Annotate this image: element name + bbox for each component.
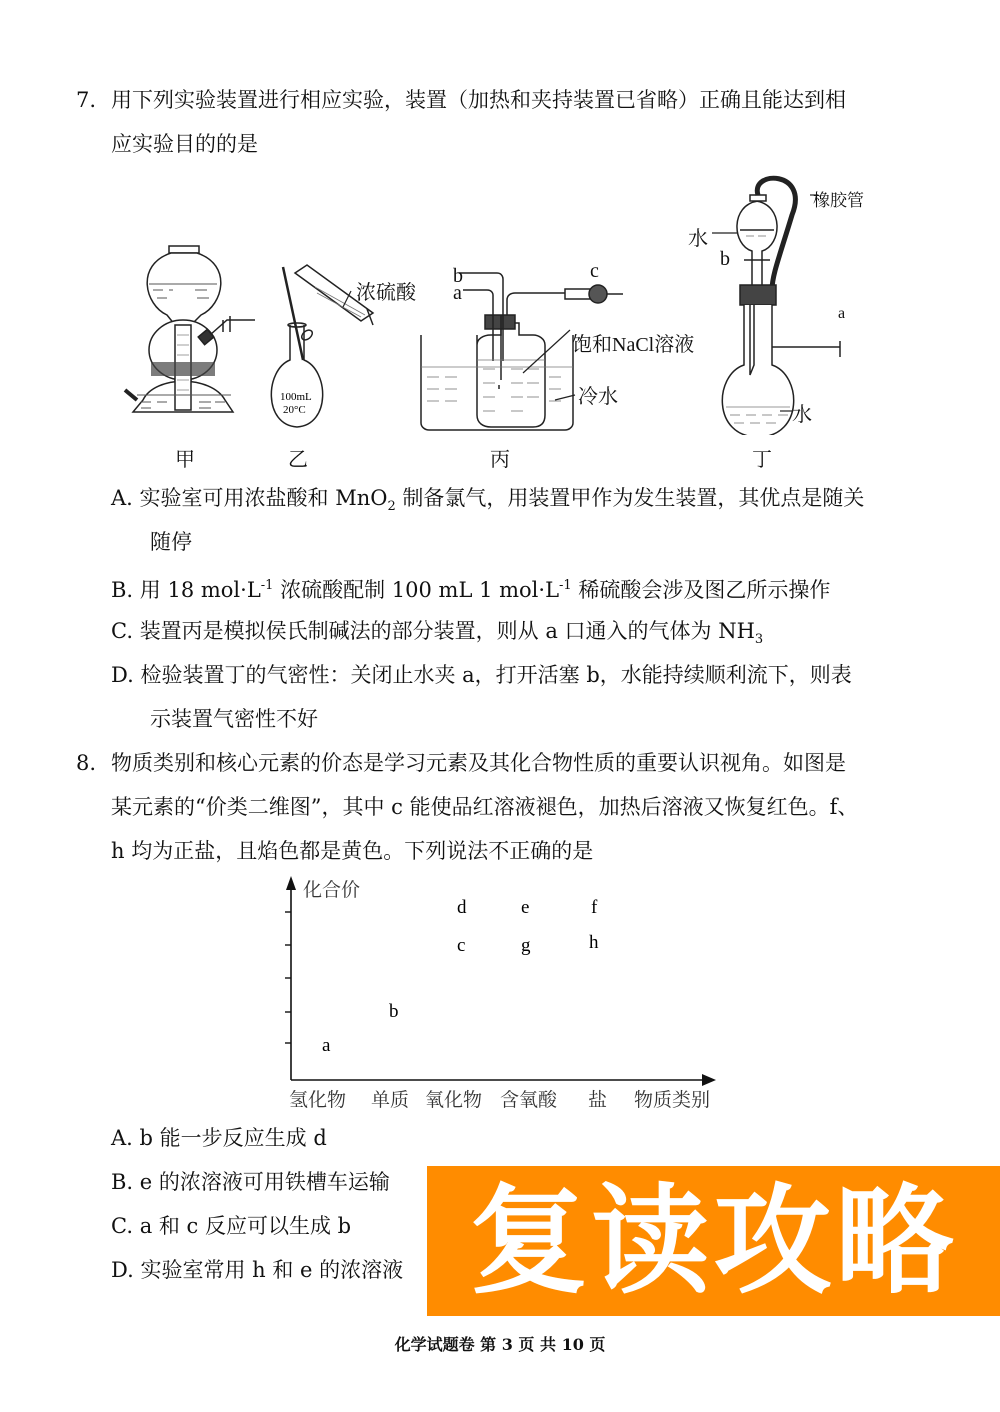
q8-option-c[interactable]: C. a 和 c 反应可以生成 b bbox=[111, 1214, 352, 1238]
point-b: b bbox=[389, 1001, 399, 1022]
valence-category-chart bbox=[270, 870, 730, 1120]
watermark-banner bbox=[427, 1166, 1000, 1316]
point-e: e bbox=[521, 897, 530, 918]
label-water-funnel: 水 bbox=[688, 228, 708, 250]
figure-caption-yi: 乙 bbox=[288, 447, 308, 471]
question-7-stem: 用下列实验装置进行相应实验，装置（加热和夹持装置已省略）正确且能达到相 bbox=[111, 88, 846, 112]
label-clamp-a: a bbox=[838, 305, 846, 322]
x-category-hydride: 氢化物 bbox=[289, 1090, 347, 1111]
figure-caption-ding: 丁 bbox=[752, 447, 772, 471]
x-axis-label: 物质类别 bbox=[634, 1090, 711, 1111]
question-8-stem: 物质类别和核心元素的价态是学习元素及其化合物性质的重要认识视角。如图是 bbox=[111, 751, 846, 775]
q8-option-a[interactable]: A. b 能一步反应生成 d bbox=[111, 1126, 327, 1150]
point-d: d bbox=[457, 897, 467, 918]
q7-option-a-cont: 随停 bbox=[150, 530, 192, 554]
question-7-number: 7. bbox=[76, 88, 97, 112]
q8-option-d[interactable]: D. 实验室常用 h 和 e 的浓溶液 bbox=[111, 1258, 404, 1282]
q7-option-b[interactable]: B. 用 18 $mol\cdot L^{-1}$ 浓硫酸配制 100 mL 1 $mol\cdot L^{-1}$ 稀硫酸会涉及图乙所示操作 bbox=[111, 578, 831, 602]
point-h: h bbox=[589, 932, 599, 953]
point-c: c bbox=[457, 935, 466, 956]
apparatus-jia-diagram bbox=[115, 240, 265, 440]
x-category-oxyacid: 含氧酸 bbox=[500, 1090, 558, 1111]
question-8-number: 8. bbox=[76, 751, 97, 775]
q7-option-c[interactable]: C. 装置丙是模拟侯氏制碱法的部分装置，则从 a 口通入的气体为 $NH_3$ bbox=[111, 619, 764, 648]
q8-option-b[interactable]: B. e 的浓溶液可用铁槽车运输 bbox=[111, 1170, 390, 1194]
label-water-flask: 水 bbox=[792, 404, 812, 426]
label-tube-c: c bbox=[590, 260, 599, 282]
figure-caption-jia: 甲 bbox=[175, 447, 195, 471]
label-port-a: a bbox=[453, 282, 462, 304]
option-key: A. bbox=[111, 486, 133, 510]
label-cold-water: 冷水 bbox=[578, 386, 618, 408]
question-8-stem-cont1: 某元素的“价类二维图”，其中 c 能使品红溶液褪色，加热后溶液又恢复红色。f、 bbox=[111, 795, 859, 819]
label-saturated-nacl: 饱和NaCl溶液 bbox=[572, 334, 695, 356]
point-a: a bbox=[322, 1035, 331, 1056]
flask-volume-text: 100mL bbox=[280, 391, 312, 403]
watermark-text: 复读攻略 bbox=[469, 1172, 958, 1310]
point-f: f bbox=[591, 897, 598, 918]
question-8-stem-cont2: h 均为正盐，且焰色都是黄色。下列说法不正确的是 bbox=[111, 839, 594, 863]
question-7-stem-cont: 应实验目的的是 bbox=[111, 132, 258, 156]
label-conc-sulfuric-acid: 浓硫酸 bbox=[356, 282, 416, 304]
figure-caption-bing: 丙 bbox=[490, 447, 510, 471]
label-rubber-tube: 橡胶管 bbox=[813, 191, 864, 210]
q7-option-d[interactable]: D. 检验装置丁的气密性：关闭止水夹 a，打开活塞 b，水能持续顺利流下，则表 bbox=[111, 663, 852, 687]
label-port-b: b bbox=[453, 265, 463, 287]
q7-option-d-cont: 示装置气密性不好 bbox=[150, 707, 318, 731]
flask-temp-text: 20°C bbox=[283, 404, 306, 416]
x-category-salt: 盐 bbox=[588, 1090, 608, 1111]
page-footer: 化学试题卷 第 3 页 共 10 页 bbox=[394, 1335, 606, 1354]
y-axis-label: 化合价 bbox=[303, 880, 361, 901]
q7-option-a[interactable]: A. 实验室可用浓盐酸和 MnO$_2$ 制备氯气，用装置甲作为发生装置，其优点是随关 bbox=[111, 486, 865, 515]
point-g: g bbox=[521, 935, 531, 956]
label-stopcock-b: b bbox=[720, 248, 730, 270]
x-category-element: 单质 bbox=[371, 1090, 410, 1111]
x-category-oxide: 氧化物 bbox=[425, 1090, 483, 1111]
